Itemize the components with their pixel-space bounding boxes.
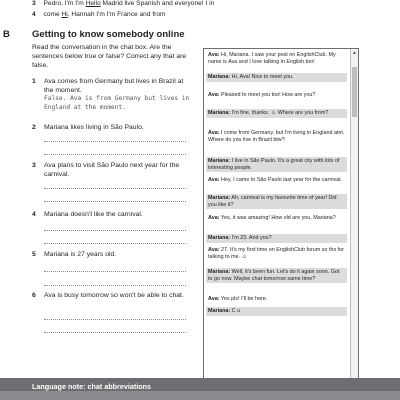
question-2 [32, 124, 197, 160]
chat-text: C u [231, 308, 241, 314]
chat-message [206, 268, 347, 283]
chat-text: I come from Germany, but I'm living in England atm. Where do you live in Brazil btw? [208, 130, 345, 143]
item-number: 4 [32, 11, 36, 18]
question-text: Ava comes from Germany but lives in Brazil at the moment. [44, 78, 184, 94]
chat-speaker: Ava: [208, 92, 220, 98]
smiley-icon: ☺ [270, 110, 277, 116]
chat-text: Hi, Mariana. I saw your post on EnglishClub. My name is Ava and I love talking in English too! [208, 52, 336, 65]
question-text: Mariana is 27 years old. [44, 251, 117, 258]
question-text: Mariana likes living in São Paulo. [44, 124, 144, 131]
instructions: Read the conversation in the chat box. Are the sentences below true or false? Correct any that are false. [32, 44, 187, 69]
chat-message [206, 246, 347, 261]
chat-speaker: Ava: [208, 177, 220, 183]
chat-text: Ah, carnival is my favourite time of year! Did you like it? [208, 195, 337, 208]
chat-text: Well, it's been fun. Let's do it again soon. Got to go now. Maybe chat tomorrow same time? [208, 269, 340, 282]
answer-line[interactable] [44, 271, 186, 272]
chat-speaker: Ava: [208, 296, 220, 302]
chat-message [206, 91, 347, 100]
chat-text: I'm 23. And you? [231, 235, 272, 241]
chat-speaker: Mariana: [208, 158, 231, 164]
chat-speaker: Mariana: [208, 235, 231, 241]
chat-message [206, 109, 347, 118]
question-number: 5 [32, 251, 36, 258]
chat-speaker: Mariana: [208, 269, 231, 275]
question-number: 1 [32, 78, 36, 85]
answer-line[interactable] [44, 154, 186, 155]
language-note-band [0, 391, 400, 400]
question-number: 2 [32, 124, 36, 131]
handwritten-answer: False. Ava is from Germany but lives in England at the moment. [44, 95, 190, 111]
question-text: Mariana doesn't like the carnival. [44, 211, 143, 218]
chat-message [206, 73, 347, 82]
chat-text: Hey, I came to São Paulo last year for the carnival. [220, 177, 342, 183]
item-highlight: Hi [61, 11, 68, 18]
question-3 [32, 162, 197, 206]
question-6 [32, 292, 197, 368]
chat-speaker: Ava: [208, 215, 220, 221]
question-1 [32, 78, 197, 128]
chat-speaker: Mariana: [208, 74, 231, 80]
chat-text: Hi, Ava! Nice to meet you. [231, 74, 294, 80]
chat-speaker: Mariana: [208, 195, 231, 201]
chat-box[interactable] [203, 48, 359, 386]
question-4 [32, 211, 197, 251]
answer-line[interactable] [44, 201, 186, 202]
chat-message [206, 157, 347, 172]
item-text-post: Madrid live Spanish and everyone! I in [100, 0, 215, 7]
item-4 [32, 11, 166, 19]
chat-message [206, 194, 347, 209]
chat-message [206, 51, 347, 66]
chat-speaker: Mariana: [208, 308, 231, 314]
chat-text: Yes pls! I'll be here. [220, 296, 268, 302]
chat-message [206, 295, 347, 304]
chat-speaker: Mariana: [208, 110, 231, 116]
chat-speaker: Ava: [208, 130, 220, 136]
chat-message [206, 129, 347, 144]
answer-line[interactable] [44, 230, 186, 231]
answer-line[interactable] [44, 285, 186, 286]
chat-speaker: Ava: [208, 52, 220, 58]
chat-text: I'm fine, thanks. [231, 110, 271, 116]
chat-scrollbar[interactable] [350, 49, 358, 385]
item-text-pre: Pedro, I'm I'm [43, 0, 86, 7]
chat-text: 27. It's my first time on EnglishClub forum so thx for talking to me. [208, 247, 344, 260]
section-letter: B [3, 29, 10, 40]
question-text: Ava plans to visit São Paulo next year for the carnival. [44, 162, 180, 178]
question-number: 4 [32, 211, 36, 218]
chat-message [206, 214, 347, 223]
item-text-pre: come [43, 11, 62, 18]
chat-text-after: Where are you from? [276, 110, 329, 116]
item-text-post: , Hannah I'm I'm France and from [67, 11, 166, 18]
chat-text: Pleased to meet you too! How are you? [220, 92, 316, 98]
answer-line[interactable] [44, 332, 186, 333]
chat-speaker: Ava: [208, 247, 220, 253]
chat-message [206, 234, 347, 243]
smiley-icon: ☺ [241, 253, 248, 260]
item-3 [32, 0, 214, 8]
answer-line[interactable] [44, 319, 186, 320]
section-title: Getting to know somebody online [32, 29, 185, 40]
scroll-up-icon[interactable]: ▲ [352, 50, 357, 56]
chat-text: Yes, it was amazing! How old are you, Mariana? [220, 215, 336, 221]
chat-message [206, 307, 347, 316]
scrollbar-thumb[interactable] [352, 67, 357, 117]
answer-line[interactable] [44, 188, 186, 189]
chat-message [206, 176, 347, 185]
language-note-heading: Language note: chat abbreviations [32, 382, 152, 391]
question-number: 3 [32, 162, 36, 169]
item-highlight: Hello [85, 0, 101, 7]
question-text: Ava is busy tomorrow so won't be able to chat. [44, 292, 184, 299]
item-number: 3 [32, 0, 36, 7]
answer-line[interactable] [44, 141, 186, 142]
answer-line[interactable] [44, 243, 186, 244]
question-number: 6 [32, 292, 36, 299]
chat-text: I live in São Paulo. It's a great city with lots of interesting people. [208, 158, 340, 171]
question-5 [32, 251, 197, 291]
